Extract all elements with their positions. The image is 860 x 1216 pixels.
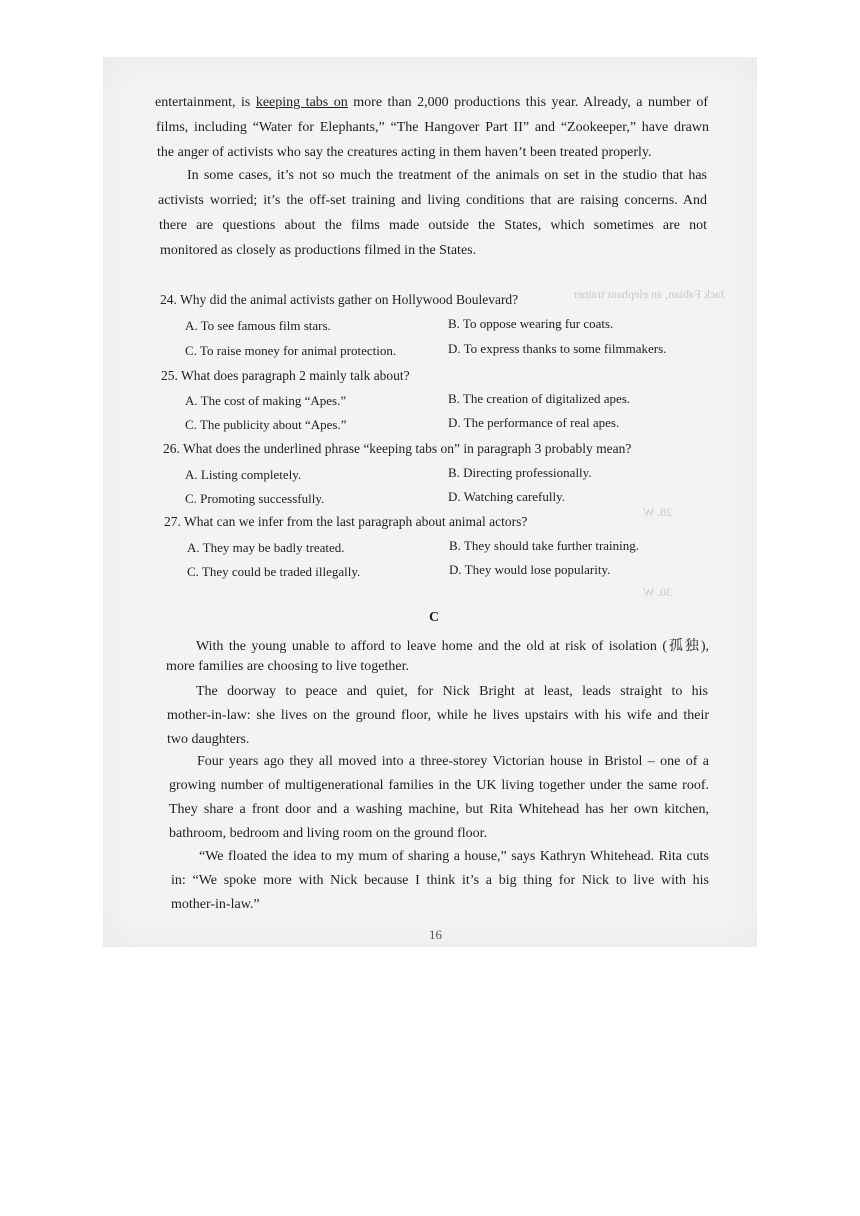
- passage-b-p4-line-1: In some cases, it’s not so much the treatment of the animals on set in the studio that has: [187, 168, 707, 183]
- passage-b-p3-line-3: the anger of activists who say the creatures acting in them haven’t been treated properly.: [157, 145, 652, 160]
- passage-c-p3-line-2: growing number of multigenerational families in the UK living together under the same roof.: [169, 778, 709, 793]
- question-27-option-a: A. They may be badly treated.: [187, 540, 345, 555]
- bleed-through-text: 28. W: [643, 505, 673, 519]
- question-24-option-a: A. To see famous film stars.: [185, 318, 331, 333]
- section-heading-c: C: [429, 610, 440, 625]
- passage-c-p4-line-1: “We floated the idea to my mum of sharing a house,” says Kathryn Whitehead. Rita cuts: [199, 849, 709, 864]
- question-24-option-c: C. To raise money for animal protection.: [185, 343, 397, 358]
- question-24-option-b: B. To oppose wearing fur coats.: [448, 316, 614, 331]
- question-26-option-a: A. Listing completely.: [185, 467, 302, 482]
- question-27-stem: 27. What can we infer from the last paragraph about animal actors?: [164, 514, 528, 529]
- passage-c-p4-line-2: in: “We spoke more with Nick because I think it’s a big thing for Nick to live with his: [171, 873, 709, 888]
- question-24-option-d: D. To express thanks to some filmmakers.: [448, 341, 667, 356]
- passage-b-p4-line-2: activists worried; it’s the off-set training and living conditions that are raising concerns. And: [158, 193, 707, 208]
- bleed-through-text: 30. W: [643, 585, 673, 599]
- question-26-option-b: B. Directing professionally.: [448, 465, 592, 480]
- passage-c-p3-line-4: bathroom, bedroom and living room on the ground floor.: [169, 826, 488, 841]
- passage-c-p2-line-1: The doorway to peace and quiet, for Nick Bright at least, leads straight to his: [196, 684, 708, 699]
- question-25-option-d: D. The performance of real apes.: [448, 415, 620, 430]
- underlined-phrase: keeping tabs on: [255, 95, 348, 110]
- passage-c-p2-line-3: two daughters.: [167, 732, 250, 747]
- page-number: 16: [429, 927, 442, 942]
- passage-c-p1-line-1: With the young unable to afford to leave home and the old at risk of isolation (孤独),: [196, 639, 709, 654]
- passage-b-p4-line-3: there are questions about the films made outside the States, which sometimes are not: [159, 218, 707, 233]
- bleed-through-text: Jack Fabian, an elephant trainer: [573, 287, 726, 301]
- question-25-option-a: A. The cost of making “Apes.”: [185, 393, 347, 408]
- passage-c-p2-line-2: mother-in-law: she lives on the ground floor, while he lives upstairs with his wife and their: [167, 708, 709, 723]
- question-26-option-d: D. Watching carefully.: [448, 489, 565, 504]
- question-27-option-d: D. They would lose popularity.: [449, 562, 611, 577]
- passage-c-p3-line-3: They share a front door and a washing machine, but Rita Whitehead has her own kitchen,: [169, 802, 709, 817]
- question-25-option-c: C. The publicity about “Apes.”: [185, 417, 347, 432]
- passage-b-p4-line-4: monitored as closely as productions filmed in the States.: [160, 243, 477, 258]
- scanned-page: [103, 57, 757, 947]
- question-26-stem: 26. What does the underlined phrase “keeping tabs on” in paragraph 3 probably mean?: [163, 441, 632, 456]
- question-25-stem: 25. What does paragraph 2 mainly talk about?: [161, 368, 410, 383]
- passage-c-p4-line-3: mother-in-law.”: [171, 897, 260, 912]
- question-25-option-b: B. The creation of digitalized apes.: [448, 391, 631, 406]
- passage-b-p3-line-1: entertainment, is keeping tabs on more than 2,000 productions this year. Already, a number of: [155, 95, 708, 110]
- passage-c-p1-line-2: more families are choosing to live together.: [166, 659, 409, 674]
- question-26-option-c: C. Promoting successfully.: [185, 491, 325, 506]
- question-27-option-b: B. They should take further training.: [449, 538, 640, 553]
- passage-c-p3-line-1: Four years ago they all moved into a three-storey Victorian house in Bristol – one of a: [197, 754, 709, 769]
- question-24-stem: 24. Why did the animal activists gather on Hollywood Boulevard?: [160, 292, 519, 307]
- question-27-option-c: C. They could be traded illegally.: [187, 564, 361, 579]
- passage-b-p3-line-2: films, including “Water for Elephants,” “The Hangover Part II” and “Zookeeper,” have drawn: [156, 120, 709, 135]
